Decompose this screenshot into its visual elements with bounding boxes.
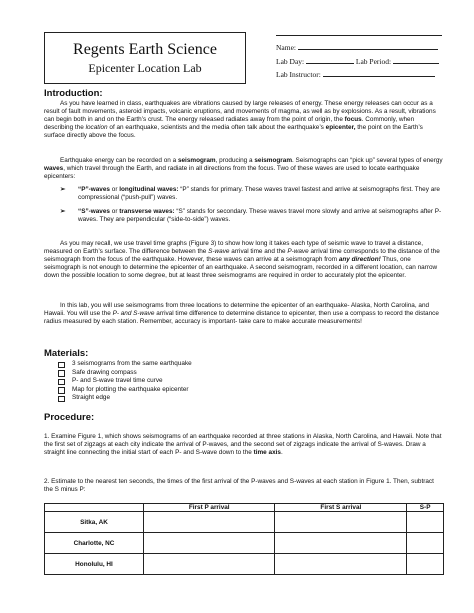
station-name: Charlotte, NC — [45, 533, 144, 554]
intro-paragraph-2 — [44, 157, 444, 181]
instructor-label: Lab Instructor: — [276, 70, 321, 79]
checkbox-icon — [58, 396, 65, 403]
term-location: location — [85, 124, 108, 131]
introduction-heading: Introduction: — [44, 88, 103, 99]
list-item — [58, 360, 192, 369]
intro-paragraph-1 — [44, 100, 444, 140]
intro-p2-text: . Seismographs can “pick up” several types of energy — [292, 157, 443, 164]
table-header-first-s: First S arrival — [275, 504, 407, 512]
term-seismogram: seismogram — [254, 157, 292, 164]
term-p-and-s-wave: P- and S-wave — [112, 310, 155, 317]
table-header-s-minus-p: S-P — [407, 504, 444, 512]
term-focus: focus — [344, 116, 362, 123]
wave-type-list — [60, 186, 444, 230]
list-item — [60, 186, 444, 202]
intro-paragraph-3 — [44, 240, 444, 280]
s-minus-p-cell[interactable] — [407, 533, 444, 554]
term-time-axis: time axis — [253, 449, 281, 456]
list-item — [58, 394, 192, 403]
list-item-text: or — [109, 208, 120, 215]
table-row — [45, 554, 444, 575]
term-p-wave: P-wave — [287, 248, 309, 255]
procedure-step-2: 2. Estimate to the nearest ten seconds, the times of the first arrival of the P-waves and S-waves at each station in Figure 1. Then, subtract the S minus P: — [44, 478, 434, 493]
table-row — [45, 512, 444, 533]
table-row — [45, 533, 444, 554]
list-item-text: P- and S-wave travel time curve — [72, 377, 163, 384]
intro-p1-text: the point on the Earth’s surface directly above the focus. — [44, 124, 423, 139]
s-minus-p-cell[interactable] — [407, 554, 444, 575]
term-seismogram: seismogram — [177, 157, 216, 164]
s-arrival-cell[interactable] — [275, 533, 407, 554]
s-arrival-cell[interactable] — [275, 512, 407, 533]
p-arrival-cell[interactable] — [144, 512, 275, 533]
arrow-bullet-icon: ➢ — [60, 208, 66, 215]
list-item-text: or — [109, 186, 120, 193]
intro-p4-text: In this lab, you will use seismograms from three locations to determine the epicenter of an earthquake- Alaska, North Carolina, and Hawaii. You will use the — [44, 302, 430, 317]
intro-p2-text: , which travel through the Earth, and radiate in all directions from the focus. Two of these waves are used to locate earthquake epicenters: — [44, 165, 420, 180]
list-item-text: “P” stands for primary. These waves travel fastest and arrive at seismographs first. They are compressional (“push-pull”) waves. — [78, 186, 440, 201]
procedure-heading: Procedure: — [44, 412, 95, 423]
list-item-text: Map for plotting the earthquake epicenter — [72, 385, 189, 393]
name-field[interactable] — [298, 42, 438, 50]
worksheet-title: Regents Earth Science — [73, 41, 217, 58]
s-minus-p-cell[interactable] — [407, 512, 444, 533]
step-1-text: . — [280, 449, 283, 456]
worksheet-subtitle: Epicenter Location Lab — [88, 61, 202, 75]
intro-paragraph-4 — [44, 302, 444, 326]
intro-p3-text: arrival time and the — [229, 248, 288, 255]
list-item — [58, 369, 192, 378]
checkbox-icon — [58, 387, 65, 394]
lab-period-field[interactable] — [393, 56, 439, 64]
list-item-text: 3 seismograms from the same earthquake — [72, 360, 192, 367]
materials-list — [58, 360, 192, 403]
instructor-row — [276, 68, 439, 82]
intro-p3-text: As you may recall, we use travel time graphs (Figure 3) to show how long it takes each type of seismic wave to travel a distance, measured on Earth’s surface. The difference between the — [44, 240, 424, 255]
intro-p2-text: , producing a — [215, 157, 255, 164]
term-s-waves: “S”-waves — [78, 208, 110, 215]
step-1-text: 1. Examine Figure 1, which shows seismograms of an earthquake recorded at three stations in Alaska, North Carolina, and Hawaii. Note that the first set of zigzags at each city indicate the arrival of P-waves, and the second set of zigzags indicate the arrival of S-waves. Draw a straight line connecting the initial start of each P- and S-wave down to the — [44, 433, 442, 456]
station-name: Sitka, AK — [45, 512, 144, 533]
station-name: Honolulu, HI — [45, 554, 144, 575]
lab-day-row — [276, 55, 439, 69]
materials-heading: Materials: — [44, 348, 89, 359]
table-header-station — [45, 504, 144, 512]
list-item — [58, 377, 192, 386]
intro-p3-text: Thus, one seismograph is not enough to determine the epicenter of an earthquake. A second seismogram, recorded in a different location, can narrow down the possible location to some degree, but at least three seismograms are required in order to accurately plot the epicenter. — [44, 256, 438, 279]
arrow-bullet-icon: ➢ — [60, 186, 66, 193]
intro-p1-text: As you have learned in class, earthquakes are vibrations caused by large releases of energy. These energy releases can occur as a result of fault movements, asteroid impacts, volcanic eruptions, and movements of magma, as well as by explosions. As a result, vibrations can begin both in and on the Earth’s crust. The energy released radiates away from the point of origin, the — [44, 100, 436, 123]
s-arrival-cell[interactable] — [275, 554, 407, 575]
term-s-wave: S-wave — [208, 248, 230, 255]
checkbox-icon — [58, 370, 65, 377]
name-row — [276, 41, 439, 55]
instructor-field[interactable] — [323, 69, 435, 77]
procedure-step-1 — [44, 433, 444, 457]
table-header-first-p: First P arrival — [144, 504, 275, 512]
arrival-times-table — [44, 503, 444, 575]
list-item-text: “S” stands for secondary. These waves travel more slowly and arrive at seismographs after P-waves. They are perpendicular (“side-to-side”) waves. — [78, 208, 442, 223]
intro-p1-text: of an earthquake, scientists and the media often talk about the earthquake’s — [107, 124, 326, 131]
title-box — [44, 32, 246, 84]
checkbox-icon — [58, 379, 65, 386]
term-longitudinal: longitudinal waves: — [119, 186, 179, 193]
list-item — [58, 386, 192, 395]
lab-period-label: Lab Period: — [355, 56, 392, 66]
p-arrival-cell[interactable] — [144, 533, 275, 554]
term-p-waves: “P”-waves — [78, 186, 110, 193]
lab-day-field[interactable] — [306, 56, 354, 64]
p-arrival-cell[interactable] — [144, 554, 275, 575]
intro-p2-text: Earthquake energy can be recorded on a — [60, 157, 178, 164]
term-any-direction: any direction! — [338, 256, 381, 263]
intro-p3-text: arrival time corresponds to the distance of the seismograph from the focus of the earthquake. However, these waves can arrive at a seismograph from — [44, 248, 440, 263]
header-rule — [276, 35, 442, 36]
list-item-text: Straight edge — [72, 394, 111, 401]
intro-p4-text: arrival time difference to determine distance to epicenter, then use a compass to record the distance radius measured by each station. Remember, accuracy is important- take care to make accurate measurements! — [44, 310, 439, 325]
term-epicenter: epicenter, — [325, 124, 356, 131]
term-transverse: transverse waves: — [119, 208, 175, 215]
list-item-text: Safe drawing compass — [72, 368, 137, 376]
table-header-row — [45, 504, 444, 512]
student-info-block — [276, 41, 439, 82]
intro-p1-text: . Commonly, when describing the — [44, 116, 415, 131]
checkbox-icon — [58, 362, 65, 369]
lab-day-label: Lab Day: — [276, 56, 305, 66]
term-waves: waves — [44, 165, 64, 172]
list-item — [60, 208, 444, 224]
name-label: Name: — [276, 43, 296, 52]
